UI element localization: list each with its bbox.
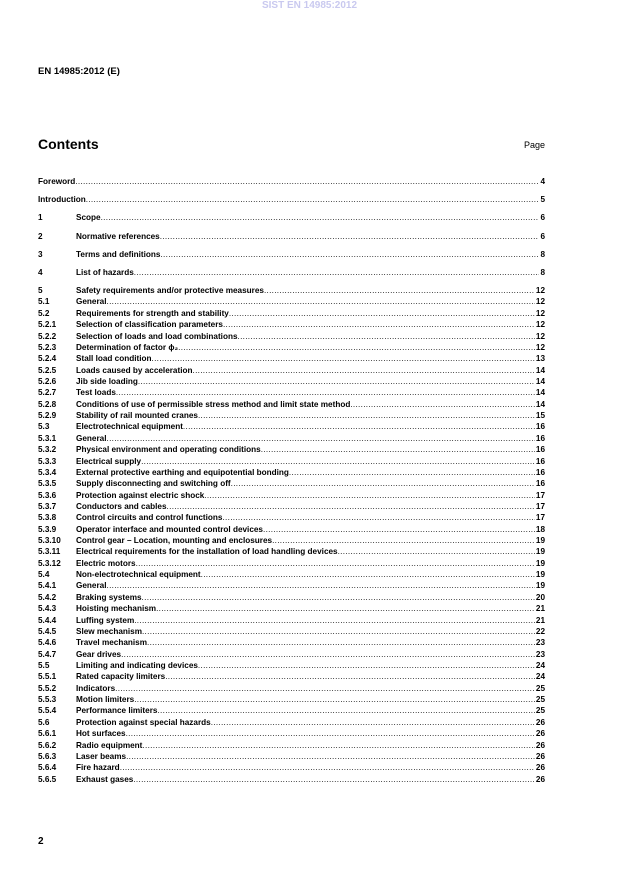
toc-entry-page: 26 [535, 717, 545, 727]
dot-leader [183, 421, 535, 432]
toc-entry[interactable] [38, 774, 545, 785]
toc-entry[interactable] [38, 762, 545, 773]
toc-entry-number: 1 [38, 213, 43, 223]
toc-entry-title: Stability of rail mounted cranes [76, 411, 198, 421]
toc-entry-page: 24 [535, 672, 545, 682]
toc-entry-title: Introduction [38, 195, 86, 205]
dot-leader [263, 524, 535, 535]
toc-entry-page: 17 [535, 490, 545, 500]
toc-entry-page: 12 [535, 308, 545, 318]
toc-entry[interactable] [38, 524, 545, 535]
toc-entry-title: Requirements for strength and stability [76, 308, 229, 318]
dot-leader [75, 176, 539, 187]
toc-entry-title: Conductors and cables [76, 501, 167, 511]
dot-leader [116, 387, 535, 398]
watermark: SIST EN 14985:2012 [261, 0, 358, 11]
toc-entry[interactable] [38, 444, 545, 455]
toc-entry[interactable] [38, 751, 545, 762]
toc-entry[interactable] [38, 365, 545, 376]
dot-leader [147, 637, 535, 648]
toc-entry-number: 5 [38, 286, 43, 296]
toc-entry-title: Performance limiters [76, 706, 158, 716]
table-of-contents [38, 176, 545, 785]
toc-entry-number: 5.5.3 [38, 695, 57, 705]
toc-entry-page: 16 [535, 422, 545, 432]
toc-entry[interactable] [38, 660, 545, 671]
toc-entry-page: 26 [535, 740, 545, 750]
toc-entry[interactable] [38, 456, 545, 467]
toc-entry[interactable] [38, 569, 545, 580]
toc-entry-number: 5.4.6 [38, 638, 57, 648]
toc-entry-title: Jib side loading [76, 377, 138, 386]
toc-entry-page: 8 [540, 267, 545, 277]
page-column-label: Page [523, 140, 545, 150]
dot-leader [101, 212, 540, 223]
toc-entry-title: Rated capacity limiters [76, 672, 166, 682]
toc-entry-number: 5.5.4 [38, 706, 57, 716]
toc-entry-title: Scope [76, 213, 101, 223]
toc-entry-number: 5.2.3 [38, 342, 57, 352]
toc-entry-number: 5.2.7 [38, 388, 57, 398]
toc-entry-number: 4 [38, 267, 43, 277]
toc-entry-title: Motion limiters [76, 695, 135, 705]
toc-entry[interactable] [38, 580, 545, 591]
dot-leader [120, 762, 535, 773]
dot-leader [204, 490, 535, 501]
toc-entry[interactable] [38, 308, 545, 319]
toc-entry[interactable] [38, 249, 545, 267]
dot-leader [222, 512, 534, 523]
toc-entry-number: 5.3.4 [38, 467, 57, 477]
toc-entry-page: 14 [535, 365, 545, 375]
dot-leader [229, 308, 535, 319]
toc-entry-title: Electrotechnical equipment [76, 422, 183, 432]
toc-entry-page: 24 [535, 660, 545, 670]
dot-leader [141, 456, 535, 467]
toc-entry[interactable] [38, 410, 545, 421]
dot-leader [134, 615, 535, 626]
toc-entry-number: 5.6.3 [38, 751, 57, 761]
toc-entry-number: 5.4 [38, 570, 50, 580]
dot-leader [107, 580, 535, 591]
toc-entry-page: 17 [535, 513, 545, 523]
toc-entry-title: Foreword [38, 177, 76, 186]
toc-entry[interactable] [38, 342, 545, 353]
toc-entry-title: Conditions of use of permissible stress method and limit state method [76, 399, 351, 409]
toc-entry-number: 5.3.12 [38, 558, 61, 568]
toc-entry-number: 5.4.1 [38, 581, 57, 591]
toc-entry-title: Control gear – Location, mounting and enclosures [76, 536, 273, 546]
toc-entry-title: Laser beams [76, 751, 127, 761]
dot-leader [289, 467, 535, 478]
toc-entry-number: 5.5.1 [38, 672, 57, 682]
toc-entry-page: 19 [535, 581, 545, 591]
dot-leader [157, 705, 534, 716]
toc-entry[interactable] [38, 649, 545, 660]
dot-leader [338, 546, 535, 557]
toc-entry-page: 16 [535, 433, 545, 443]
toc-entry-number: 5.6.1 [38, 729, 57, 739]
toc-entry-page: 19 [535, 547, 545, 557]
toc-entry-page: 20 [535, 592, 545, 602]
toc-entry-page: 22 [535, 626, 545, 636]
toc-entry-page: 18 [535, 524, 545, 534]
toc-entry-page: 12 [535, 297, 545, 307]
toc-entry-page: 14 [535, 388, 545, 398]
toc-entry-title: Exhaust gases [76, 774, 134, 784]
toc-entry-title: External protective earthing and equipotential bonding [76, 467, 289, 477]
toc-entry[interactable] [38, 467, 545, 478]
toc-entry-number: 5.2.9 [38, 411, 57, 421]
toc-entry-number: 5.5.2 [38, 683, 57, 693]
toc-entry-title: Hoisting mechanism [76, 604, 157, 614]
toc-entry-title: Selection of classification parameters [76, 320, 223, 330]
toc-entry-number: 5.3.3 [38, 456, 57, 466]
toc-entry-title: Selection of loads and load combinations [76, 331, 238, 341]
toc-entry[interactable] [38, 637, 545, 648]
toc-entry-page: 12 [535, 320, 545, 330]
toc-entry-title: Gear drives [76, 649, 122, 659]
toc-entry-title: Loads caused by acceleration [76, 365, 193, 375]
toc-entry-page: 14 [535, 377, 545, 386]
toc-entry[interactable] [38, 705, 545, 716]
dot-leader [126, 751, 535, 762]
toc-entry-number: 5.1 [38, 297, 50, 307]
toc-entry[interactable] [38, 376, 545, 387]
toc-entry[interactable] [38, 694, 545, 705]
dot-leader [231, 478, 535, 489]
toc-entry[interactable] [38, 490, 545, 501]
dot-leader [134, 694, 535, 705]
toc-entry-title: Physical environment and operating conditions [76, 445, 261, 455]
dot-leader [264, 285, 535, 296]
toc-entry-page: 23 [535, 638, 545, 648]
toc-entry-page: 12 [535, 286, 545, 296]
toc-entry-page: 26 [535, 729, 545, 739]
contents-title: Contents [38, 136, 99, 152]
toc-entry-title: Control circuits and control functions [76, 513, 223, 523]
toc-entry[interactable] [38, 740, 545, 751]
dot-leader [142, 740, 534, 751]
toc-entry-page: 25 [535, 706, 545, 716]
toc-entry[interactable] [38, 296, 545, 307]
toc-entry-number: 5.2.2 [38, 331, 57, 341]
toc-entry-page: 16 [535, 456, 545, 466]
dot-leader [178, 342, 535, 353]
toc-entry-page: 21 [535, 604, 545, 614]
toc-entry[interactable] [38, 176, 545, 194]
dot-leader [142, 592, 535, 603]
toc-entry-number: 5.3.6 [38, 490, 57, 500]
toc-entry[interactable] [38, 231, 545, 249]
toc-entry-number: 5.4.7 [38, 649, 57, 659]
dot-leader [350, 399, 535, 410]
toc-entry-title: Safety requirements and/or protective measures [76, 286, 264, 296]
toc-entry-title: Indicators [76, 683, 116, 693]
toc-entry-page: 6 [540, 213, 545, 223]
toc-entry-page: 6 [540, 231, 545, 241]
toc-entry-page: 14 [535, 399, 545, 409]
dot-leader [107, 296, 535, 307]
toc-entry-title: Fire hazard [76, 763, 120, 773]
toc-entry-page: 4 [540, 177, 545, 186]
toc-entry-page: 16 [535, 445, 545, 455]
toc-entry[interactable] [38, 421, 545, 432]
toc-entry[interactable] [38, 285, 545, 296]
toc-entry[interactable] [38, 728, 545, 739]
toc-entry-number: 5.6.2 [38, 740, 57, 750]
toc-entry-number: 5.4.2 [38, 592, 57, 602]
toc-entry-title: Test loads [76, 388, 116, 398]
toc-entry-title: Non-electrotechnical equipment [76, 570, 201, 580]
toc-entry[interactable] [38, 501, 545, 512]
toc-entry-page: 16 [535, 479, 545, 489]
toc-entry-number: 5.2 [38, 308, 50, 318]
toc-entry[interactable] [38, 558, 545, 569]
toc-entry-number: 2 [38, 231, 43, 241]
toc-entry-number: 3 [38, 249, 43, 259]
toc-entry[interactable] [38, 399, 545, 410]
dot-leader [211, 717, 535, 728]
toc-entry[interactable] [38, 546, 545, 557]
toc-entry-page: 17 [535, 501, 545, 511]
toc-entry-number: 5.3.11 [38, 547, 61, 557]
toc-entry-number: 5.3.7 [38, 501, 57, 511]
dot-leader [152, 353, 535, 364]
toc-entry-page: 19 [535, 558, 545, 568]
dot-leader [156, 603, 535, 614]
toc-entry[interactable] [38, 592, 545, 603]
toc-entry-title: Radio equipment [76, 740, 143, 750]
toc-entry-title: Electric motors [76, 558, 136, 568]
toc-entry-number: 5.3.8 [38, 513, 57, 523]
dot-leader [165, 671, 535, 682]
toc-entry-number: 5.2.5 [38, 365, 57, 375]
toc-entry-number: 5.2.8 [38, 399, 57, 409]
toc-entry-number: 5.2.1 [38, 320, 57, 330]
dot-leader [136, 558, 535, 569]
dot-leader [198, 410, 535, 421]
toc-entry-page: 12 [535, 331, 545, 341]
toc-entry[interactable] [38, 353, 545, 364]
toc-entry[interactable] [38, 535, 545, 546]
dot-leader [133, 774, 535, 785]
toc-entry[interactable] [38, 671, 545, 682]
toc-entry-page: 19 [535, 536, 545, 546]
toc-entry-page: 19 [535, 570, 545, 580]
toc-entry-page: 23 [535, 649, 545, 659]
toc-entry-title: Electrical requirements for the installation of load handling devices [76, 547, 338, 557]
toc-entry-page: 12 [535, 342, 545, 352]
toc-entry-number: 5.3.2 [38, 445, 57, 455]
dot-leader [160, 249, 539, 260]
toc-entry-title: Slew mechanism [76, 626, 142, 636]
toc-entry-number: 5.3.5 [38, 479, 57, 489]
dot-leader [86, 194, 540, 205]
toc-entry-number: 5.4.4 [38, 615, 57, 625]
document-header: EN 14985:2012 (E) [38, 66, 120, 77]
toc-entry-title: Electrical supply [76, 456, 142, 466]
dot-leader [121, 649, 535, 660]
toc-entry-number: 5.2.4 [38, 354, 57, 364]
toc-entry-title: General [76, 297, 107, 307]
toc-entry-page: 8 [540, 249, 545, 259]
toc-entry-page: 13 [535, 354, 545, 364]
dot-leader [142, 626, 535, 637]
toc-entry-page: 26 [535, 751, 545, 761]
toc-entry-number: 5.5 [38, 660, 50, 670]
dot-leader [201, 569, 535, 580]
toc-entry-title: Terms and definitions [76, 249, 161, 259]
dot-leader [193, 365, 535, 376]
toc-entry-title: Hot surfaces [76, 729, 126, 739]
toc-entry-title: Protection against special hazards [76, 717, 211, 727]
dot-leader [138, 376, 535, 387]
toc-entry-number: 5.3.9 [38, 524, 57, 534]
toc-entry[interactable] [38, 433, 545, 444]
toc-top-entries [38, 176, 545, 285]
dot-leader [223, 319, 535, 330]
toc-entry-number: 5.2.6 [38, 377, 57, 386]
dot-leader [238, 331, 535, 342]
toc-entry[interactable] [38, 212, 545, 230]
toc-entry-page: 21 [535, 615, 545, 625]
dot-leader [134, 267, 540, 278]
toc-entry-title: Luffing system [76, 615, 135, 625]
toc-entry-number: 5.6.5 [38, 774, 57, 784]
toc-entry[interactable] [38, 615, 545, 626]
dot-leader [261, 444, 535, 455]
toc-entry[interactable] [38, 603, 545, 614]
toc-entry[interactable] [38, 194, 545, 212]
dot-leader [272, 535, 535, 546]
toc-entry-title: Travel mechanism [76, 638, 147, 648]
toc-entry-page: 25 [535, 683, 545, 693]
toc-entry-title: Normative references [76, 231, 160, 241]
page-number: 2 [38, 836, 44, 847]
toc-entry[interactable] [38, 478, 545, 489]
toc-entry-title: Operator interface and mounted control devices [76, 524, 263, 534]
toc-entry-title: General [76, 433, 107, 443]
dot-leader [126, 728, 535, 739]
toc-entry-page: 5 [540, 195, 545, 205]
toc-entry-title: General [76, 581, 107, 591]
toc-entry-page: 15 [535, 411, 545, 421]
toc-entry-number: 5.4.3 [38, 604, 57, 614]
toc-entry-title: Supply disconnecting and switching off [76, 479, 231, 489]
dot-leader [198, 660, 535, 671]
toc-entry-title: List of hazards [76, 267, 134, 277]
toc-entry-number: 5.3.10 [38, 536, 61, 546]
toc-entry-page: 26 [535, 763, 545, 773]
toc-entry-page: 16 [535, 467, 545, 477]
toc-entry-number: 5.6 [38, 717, 50, 727]
toc-entry-title: Protection against electric shock [76, 490, 205, 500]
toc-entry[interactable] [38, 387, 545, 398]
toc-entry-number: 5.4.5 [38, 626, 57, 636]
toc-entry[interactable] [38, 267, 545, 285]
toc-entry-number: 5.3.1 [38, 433, 57, 443]
toc-entry[interactable] [38, 331, 545, 342]
toc-entry-page: 25 [535, 695, 545, 705]
toc-entry-number: 5.6.4 [38, 763, 57, 773]
dot-leader [107, 433, 535, 444]
toc-entry-title: Braking systems [76, 592, 142, 602]
toc-entry[interactable] [38, 683, 545, 694]
toc-entry[interactable] [38, 717, 545, 728]
toc-entry-title: Limiting and indicating devices [76, 660, 198, 670]
dot-leader [115, 683, 535, 694]
toc-entry-title: Determination of factor ϕ₂ [76, 342, 179, 352]
dot-leader [160, 231, 540, 242]
dot-leader [167, 501, 535, 512]
toc-section-entries [38, 285, 545, 785]
toc-entry-title: Stall load condition [76, 354, 152, 364]
toc-entry[interactable] [38, 319, 545, 330]
toc-entry[interactable] [38, 512, 545, 523]
toc-entry-page: 26 [535, 774, 545, 784]
toc-entry-number: 5.3 [38, 422, 50, 432]
toc-entry[interactable] [38, 626, 545, 637]
